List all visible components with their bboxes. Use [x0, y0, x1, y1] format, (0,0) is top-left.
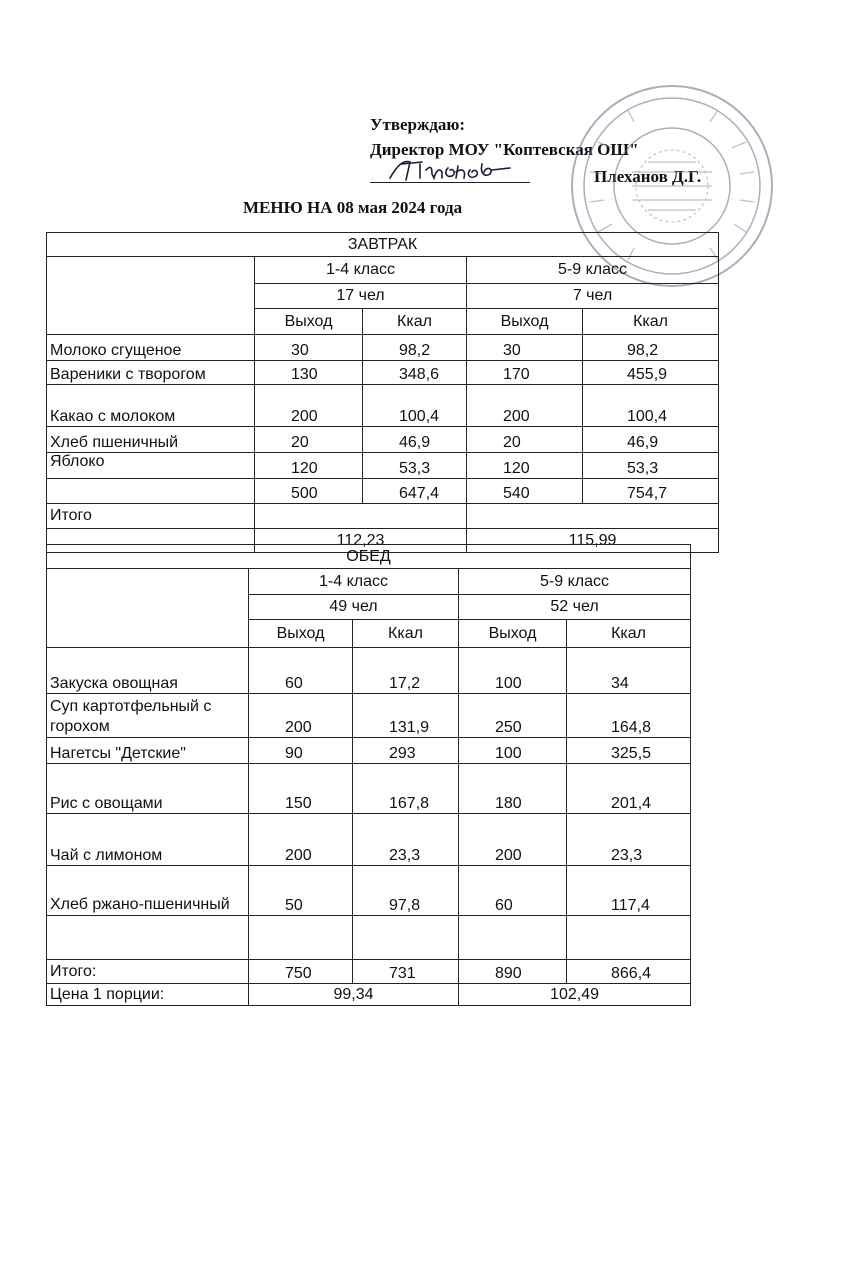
lunch-col-kcal2: Ккал	[567, 620, 691, 648]
cell-out: 200	[459, 814, 567, 866]
table-row	[47, 764, 691, 814]
cell-out: 20	[467, 427, 583, 453]
cell-out: 100	[459, 648, 567, 694]
dish-name: Нагетсы "Детские"	[47, 738, 249, 764]
cell-out: 120	[467, 453, 583, 479]
dish-name: Закуска овощная	[47, 648, 249, 694]
cell-out: 250	[459, 694, 567, 738]
breakfast-total-blank2	[467, 504, 719, 529]
cell-kcal: 325,5	[567, 738, 691, 764]
sum-out2: 540	[467, 479, 583, 504]
lunch-group2: 5-9 класс	[459, 569, 691, 595]
breakfast-price2: 115,99	[467, 529, 719, 553]
cell-kcal: 17,2	[353, 648, 459, 694]
dish-name: Вареники с творогом	[47, 361, 255, 385]
cell-out: 200	[249, 814, 353, 866]
sum-out1: 500	[255, 479, 363, 504]
total-kcal2: 866,4	[567, 960, 691, 984]
table-row	[47, 427, 719, 453]
dish-name: Хлеб ржано-пшеничный	[47, 866, 249, 916]
table-row	[47, 361, 719, 385]
total-out1: 750	[249, 960, 353, 984]
breakfast-col-kcal1: Ккал	[363, 309, 467, 335]
total-kcal1: 731	[353, 960, 459, 984]
cell-kcal: 455,9	[583, 361, 719, 385]
lunch-col-out2: Выход	[459, 620, 567, 648]
cell-out: 120	[255, 453, 363, 479]
table-row	[47, 453, 719, 479]
lunch-header-blank	[47, 569, 249, 648]
cell-out: 200	[467, 385, 583, 427]
cell-kcal: 97,8	[353, 866, 459, 916]
breakfast-header-blank	[47, 257, 255, 335]
dish-name: Молоко сгущеное	[47, 335, 255, 361]
cell-out: 150	[249, 764, 353, 814]
breakfast-col-out2: Выход	[467, 309, 583, 335]
lunch-price1: 99,34	[249, 984, 459, 1006]
cell-kcal: 98,2	[363, 335, 467, 361]
cell-kcal: 100,4	[363, 385, 467, 427]
cell-out: 60	[249, 648, 353, 694]
cell-out: 200	[249, 694, 353, 738]
cell-kcal: 131,9	[353, 694, 459, 738]
total-out2: 890	[459, 960, 567, 984]
cell-kcal: 23,3	[353, 814, 459, 866]
table-row-empty	[47, 916, 691, 960]
dish-name: Суп картотфельный с горохом	[47, 694, 249, 738]
sum-kcal2: 754,7	[583, 479, 719, 504]
dish-name: Чай с лимоном	[47, 814, 249, 866]
director-title: Директор МОУ "Коптевская ОШ"	[370, 140, 639, 159]
breakfast-group2: 5-9 класс	[467, 257, 719, 284]
cell-kcal: 167,8	[353, 764, 459, 814]
cell-kcal: 117,4	[567, 866, 691, 916]
cell-kcal: 23,3	[567, 814, 691, 866]
sum-blank	[47, 479, 255, 504]
cell-out: 200	[255, 385, 363, 427]
lunch-price2: 102,49	[459, 984, 691, 1006]
table-row	[47, 814, 691, 866]
director-signature	[370, 150, 540, 190]
lunch-count2: 52 чел	[459, 595, 691, 620]
dish-name: Яблоко	[47, 453, 255, 479]
cell-out: 60	[459, 866, 567, 916]
lunch-count1: 49 чел	[249, 595, 459, 620]
cell-out: 30	[255, 335, 363, 361]
lunch-total-label: Итого:	[47, 960, 249, 984]
table-row-total	[47, 960, 691, 984]
approve-label: Утверждаю:	[370, 115, 466, 134]
cell-out: 170	[467, 361, 583, 385]
table-row	[47, 648, 691, 694]
breakfast-col-out1: Выход	[255, 309, 363, 335]
cell-kcal: 34	[567, 648, 691, 694]
lunch-price-label: Цена 1 порции:	[47, 984, 249, 1006]
cell-out: 100	[459, 738, 567, 764]
breakfast-count1: 17 чел	[255, 284, 467, 309]
breakfast-price1: 112,23	[255, 529, 467, 553]
menu-title: МЕНЮ НА 08 мая 2024 года	[243, 198, 463, 217]
cell-kcal: 46,9	[363, 427, 467, 453]
cell-kcal: 53,3	[363, 453, 467, 479]
cell-out: 90	[249, 738, 353, 764]
table-row	[47, 738, 691, 764]
dish-name: Рис с овощами	[47, 764, 249, 814]
dish-name: Хлеб пшеничный	[47, 427, 255, 453]
dish-name: Какао с молоком	[47, 385, 255, 427]
table-row	[47, 335, 719, 361]
table-row	[47, 385, 719, 427]
breakfast-count2: 7 чел	[467, 284, 719, 309]
lunch-col-out1: Выход	[249, 620, 353, 648]
sum-kcal1: 647,4	[363, 479, 467, 504]
table-row-sum	[47, 479, 719, 504]
breakfast-section-header: ЗАВТРАК	[47, 233, 719, 257]
cell-out: 30	[467, 335, 583, 361]
cell-kcal: 98,2	[583, 335, 719, 361]
table-row	[47, 694, 691, 738]
cell-kcal: 46,9	[583, 427, 719, 453]
lunch-group1: 1-4 класс	[249, 569, 459, 595]
signature-line	[370, 182, 530, 183]
breakfast-col-kcal2: Ккал	[583, 309, 719, 335]
cell-out: 50	[249, 866, 353, 916]
cell-out: 130	[255, 361, 363, 385]
cell-kcal: 100,4	[583, 385, 719, 427]
lunch-table	[46, 544, 691, 1006]
cell-kcal: 348,6	[363, 361, 467, 385]
breakfast-total-blank1	[255, 504, 467, 529]
breakfast-table	[46, 232, 719, 553]
cell-kcal: 293	[353, 738, 459, 764]
cell-out: 180	[459, 764, 567, 814]
cell-kcal: 201,4	[567, 764, 691, 814]
director-name: Плеханов Д.Г.	[594, 167, 702, 186]
table-row	[47, 866, 691, 916]
breakfast-group1: 1-4 класс	[255, 257, 467, 284]
lunch-section-header: ОБЕД	[47, 545, 691, 569]
cell-kcal: 53,3	[583, 453, 719, 479]
lunch-col-kcal1: Ккал	[353, 620, 459, 648]
cell-out: 20	[255, 427, 363, 453]
breakfast-total-label: Итого	[47, 504, 255, 529]
cell-kcal: 164,8	[567, 694, 691, 738]
